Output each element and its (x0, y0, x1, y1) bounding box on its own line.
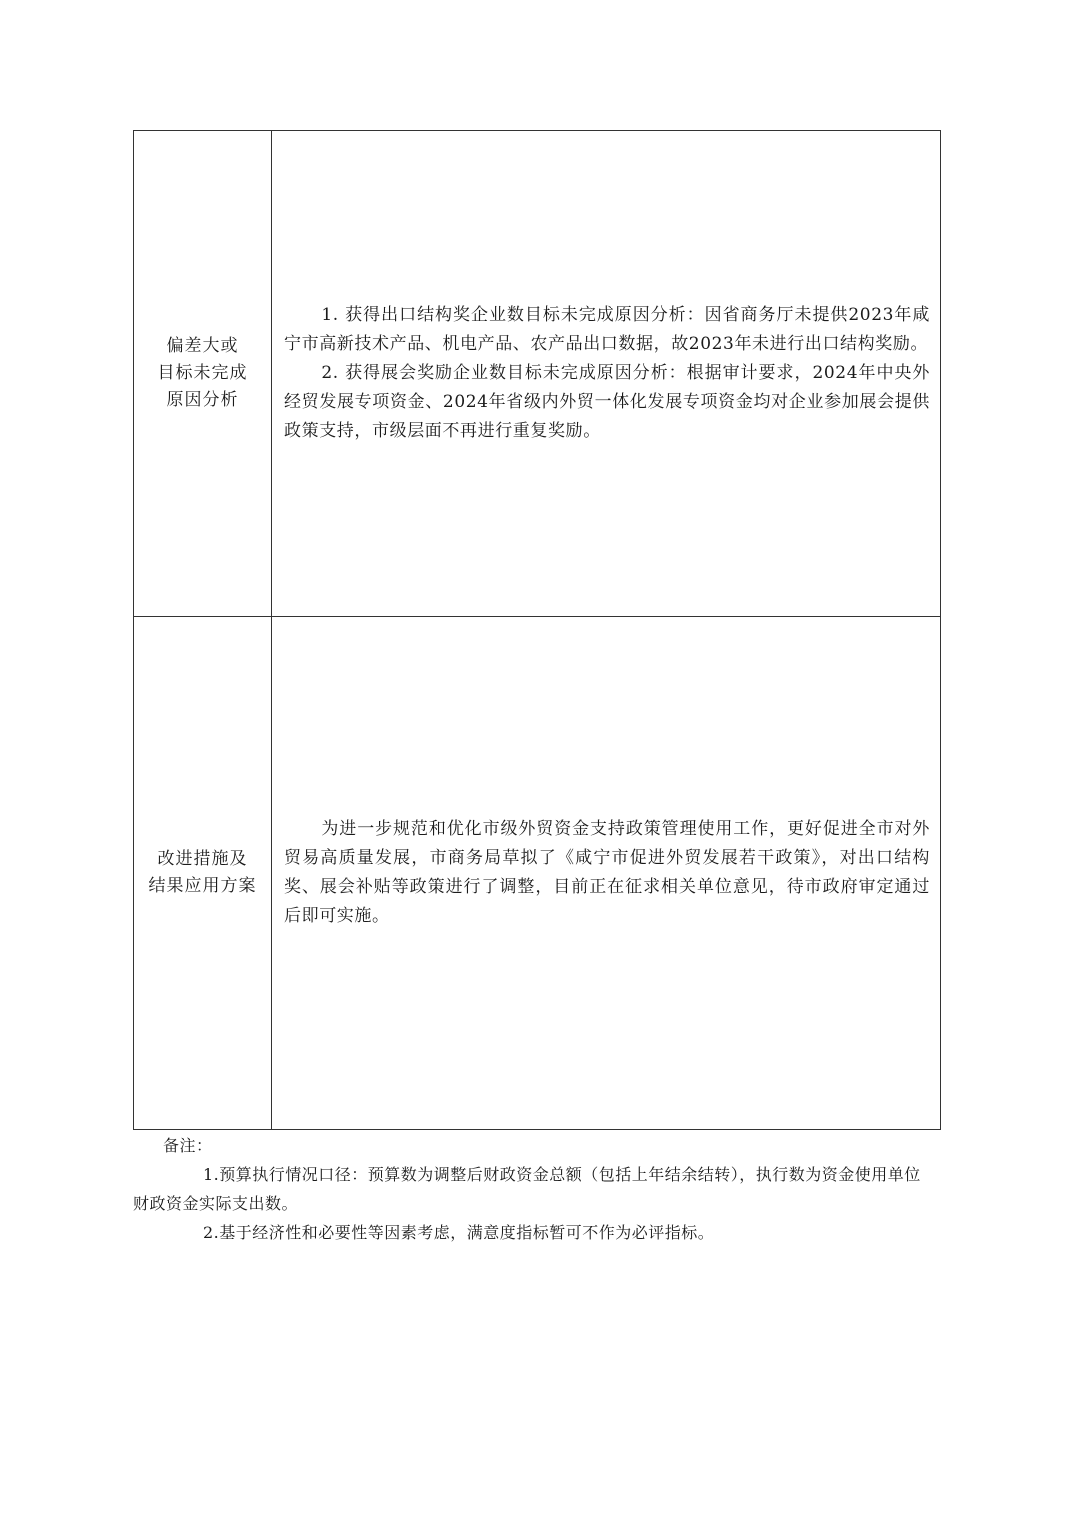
row-label-line: 目标未完成 (157, 363, 248, 383)
row-content-improvement-measures (272, 617, 941, 1130)
note-item-1: 1.预算执行情况口径：预算数为调整后财政资金总额（包括上年结余结转），执行数为资金使用单位财政资金实际支出数。 (133, 1165, 921, 1213)
note-item-2: 2.基于经济性和必要性等因素考虑，满意度指标暂可不作为必评指标。 (203, 1223, 715, 1242)
notes-title: 备注： (163, 1136, 213, 1155)
measures-paragraph: 为进一步规范和优化市级外贸资金支持政策管理使用工作，更好促进全市对外贸易高质量发展，市商务局草拟了《咸宁市促进外贸发展若干政策》，对出口结构奖、展会补贴等政策进行了调整，目前正在征求相关单位意见，待市政府审定通过后即可实施。 (284, 819, 930, 926)
table-row-improvement-measures (134, 617, 941, 1130)
row-label-improvement-measures (134, 617, 272, 1130)
row-label-deviation-analysis (134, 131, 272, 617)
analysis-paragraph-2: 2. 获得展会奖励企业数目标未完成原因分析：根据审计要求，2024年中央外经贸发展专项资金、2024年省级内外贸一体化发展专项资金均对企业参加展会提供政策支持，市级层面不再进行重复奖励。 (284, 363, 930, 441)
row-label-line: 改进措施及 (157, 849, 248, 869)
row-content-deviation-analysis (272, 131, 941, 617)
table-row-deviation-analysis (134, 131, 941, 617)
row-label-line: 原因分析 (166, 390, 239, 410)
row-label-line: 偏差大或 (166, 336, 239, 356)
evaluation-table (133, 130, 941, 1130)
row-label-line: 结果应用方案 (148, 876, 257, 896)
analysis-paragraph-1: 1. 获得出口结构奖企业数目标未完成原因分析：因省商务厅未提供2023年咸宁市高新技术产品、机电产品、农产品出口数据，故2023年未进行出口结构奖励。 (284, 305, 930, 354)
notes-section (133, 1131, 923, 1247)
